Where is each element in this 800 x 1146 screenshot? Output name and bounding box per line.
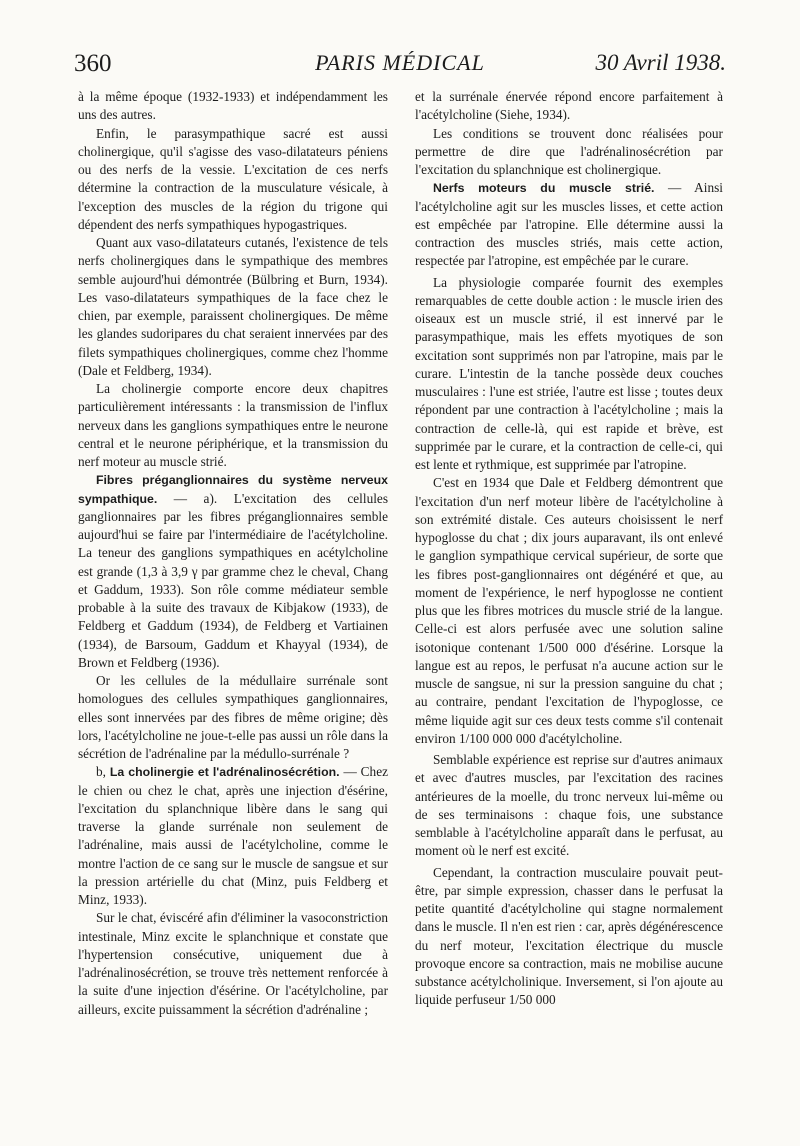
paragraph: Or les cellules de la médullaire surrénale sont homologues des cellules sympathiques ganglionnaires, elles sont innervées par des fibres de même origine; dès lors, l'acétylcholine ne joue-t-elle pas aussi un rôle dans la sécrétion de l'adrénaline par la médullo-surrénale ? [78, 673, 388, 761]
paragraph [78, 763, 388, 909]
page-header [74, 50, 726, 86]
paragraph: La cholinergie comporte encore deux chapitres particulièrement intéressants : la transmission de l'influx nerveux dans les ganglions sympathiques entre le neurone central et le neurone périphérique, et la transmission du nerf moteur au muscle strié. [78, 381, 388, 469]
paragraph [78, 471, 388, 672]
paragraph: La physiologie comparée fournit des exemples remarquables de cette double action : le muscle irien des oiseaux est un muscle strié, il est innervé par le parasympathique, mais les effets myotiques de son excitation sont supprimés non par l'atropine, mais par le curare. L'intestin de la tanche possède deux couches musculaires : l'une est striée, l'autre est lisse ; toutes deux répondent par une contraction à l'acétylcholine ; mais la contraction de celle-là, qui est rapide et brève, est supprimée par le curare, et la contraction de celle-ci, qui est lente et rythmique, est supprimée par l'atropine. [415, 274, 723, 472]
paragraph: à la même époque (1932-1933) et indépendamment les uns des autres. [78, 89, 388, 123]
section-heading: La cholinergie et l'adrénalinosécrétion. [109, 765, 340, 780]
paragraph-text: — Chez le chien ou chez le chat, après une injection d'ésérine, l'excitation du splanchnique libère dans le sang qui traverse la glande surrénale non seulement de l'adrénaline, mais aussi de l'acétylcholine, comme le montre l'action de ce sang sur le muscle de sangsue et sur la pression artérielle du chat (Minz, puis Feldberg et Minz, 1933). [78, 764, 389, 907]
section-heading: Fibres préganglionnaires du système nerveux sympathique. [78, 473, 388, 506]
paragraph-text: — a). L'excitation des cellules ganglionnaires par les fibres préganglionnaires semble aujourd'hui se faire par l'intermédiaire de l'acétylcholine. La teneur des ganglions sympathiques en acétylcholine est grande (1,3 à 3,9 γ par gramme chez le cheval, Chang et Gaddum, 1933). Son rôle comme médiateur semble probable à la suite des travaux de Kibjakow (1933), de Feldberg et Gaddum (1934), de Feldberg et Vartiainen (1934), de Barsoum, Gaddum et Khayyal (1934), de Brown et Feldberg (1936). [78, 490, 388, 670]
journal-title: PARIS MÉDICAL [315, 50, 485, 75]
right-column [415, 88, 723, 1010]
paragraph: Semblable expérience est reprise sur d'autres animaux et avec d'autres muscles, par l'excitation des racines antérieures de la moelle, du tronc nerveux lui-même ou de ses terminaisons : chaque fois, une substance semblable à l'acétylcholine apparaît dans le perfusat, au moment où le nerf est excité. [415, 752, 723, 859]
section-label: b, [96, 764, 110, 780]
section-heading: Nerfs moteurs du muscle strié. [433, 181, 655, 196]
paragraph: Les conditions se trouvent donc réalisées pour permettre de dire que l'adrénalinosécrétion par l'excitation du splanchnique est cholinergique. [415, 125, 723, 177]
paragraph: C'est en 1934 que Dale et Feldberg démontrent que l'excitation d'un nerf moteur libère de l'acétylcholine à son extrémité distale. Ces auteurs choisissent le nerf hypoglosse du chat ; dix jours auparavant, ils ont enlevé le ganglion sympathique cervical supérieur, de sorte que les fibres post-ganglionnaires ont dégénéré et que, au moment de l'expérience, le nerf hypoglosse ne contient plus que les fibres motrices du muscle strié de la langue. Celle-ci est alors perfusée avec une solution saline isotonique contenant 1/500 000 d'ésérine. Lorsque la langue est au repos, le perfusat n'a aucune action sur le muscle de sangsue, ni sur la pression sanguine du chat ; au contraire, pendant l'excitation de l'hypoglosse, ce même liquide agit sur ces deux tests comme s'il contenait environ 1/100 000 000 d'acétylcholine. [415, 475, 723, 746]
paragraph: Enfin, le parasympathique sacré est aussi cholinergique, qu'il s'agisse des vaso-dilatateurs péniens ou des nerfs de la vessie. L'excitation de ces nerfs détermine la contraction de la musculature vésicale, à l'exception des muscles de la région du trigone qui dépendent des nerfs sympathiques hypogastriques. [78, 125, 388, 232]
paragraph [415, 179, 723, 270]
paragraph: Sur le chat, éviscéré afin d'éliminer la vasoconstriction intestinale, Minz excite le splanchnique et constate que l'hypertension consécutive, uniquement due à l'adrénalinosécrétion, se trouve très nettement renforcée à la suite d'une injection d'ésérine. Or l'acétylcholine, par ailleurs, excite puissamment la sécrétion d'adrénaline ; [78, 910, 388, 1017]
paragraph: Cependant, la contraction musculaire pouvait peut-être, par simple expression, chasser dans le perfusat la petite quantité d'acétylcholine qui stagne normalement dans le muscle. Il n'en est rien : car, après dégénérescence du nerf moteur, l'excitation électrique du muscle provoque encore sa contraction, mais ne mobilise aucune substance acétylcholinique. Inversement, si l'on ajoute au liquide perfuseur 1/50 000 [415, 864, 723, 1008]
page-number: 360 [74, 50, 112, 77]
left-column [78, 88, 388, 1019]
paragraph: Quant aux vaso-dilatateurs cutanés, l'existence de tels nerfs cholinergiques dans le sympathique des membres semble aujourd'hui démontrée (Bülbring et Burn, 1934). Les vaso-dilatateurs sympathiques de la face chez le chien, par exemple, paraissent cholinergiques. De même les glandes sudoripares du chat seraient innervées par des filets sympathiques cholinergiques, comme chez l'homme (Dale et Feldberg, 1934). [78, 235, 388, 378]
paragraph: et la surrénale énervée répond encore parfaitement à l'acétylcholine (Siehe, 1934). [415, 89, 723, 123]
issue-date: 30 Avril 1938. [595, 50, 726, 75]
paragraph-text: — Ainsi l'acétylcholine agit sur les muscles lisses, et cette action est empêchée par l'atropine. Elle détermine aussi la contraction des muscles striés, mais cette action, respectée par l'atropine, est empêchée par le curare. [415, 180, 723, 269]
